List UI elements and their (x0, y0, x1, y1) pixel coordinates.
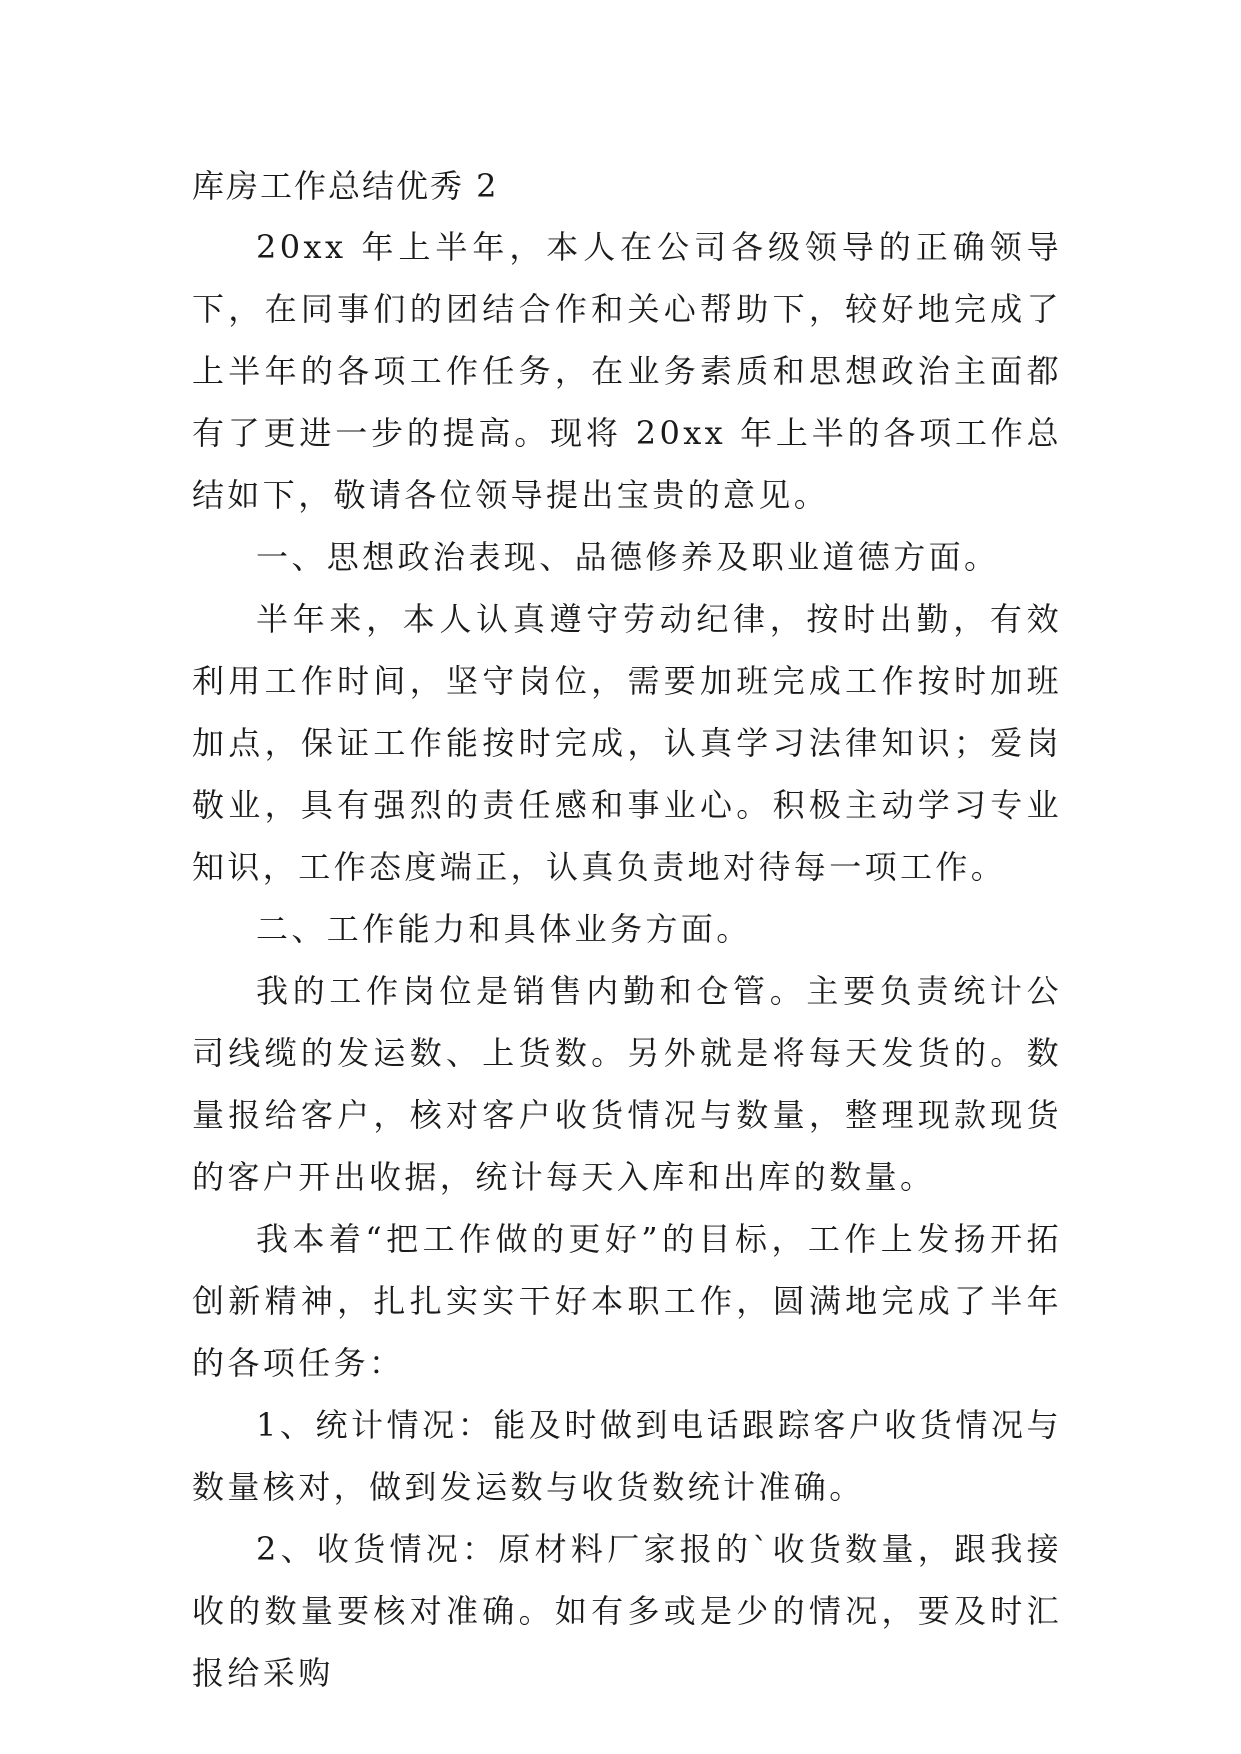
list-item-2: 2、收货情况：原材料厂家报的`收货数量，跟我接收的数量要核对准确。如有多或是少的情况，要及时汇报给采购 (192, 1530, 1062, 1692)
document-title: 库房工作总结优秀 2 (192, 167, 499, 205)
paragraph-section-1: 半年来，本人认真遵守劳动纪律，按时出勤，有效利用工作时间，坚守岗位，需要加班完成工作按时加班加点，保证工作能按时完成，认真学习法律知识；爱岗敬业，具有强烈的责任感和事业心。积极主动学习专业知识，工作态度端正，认真负责地对待每一项工作。 (192, 600, 1062, 886)
paragraph-goals: 我本着“把工作做的更好”的目标，工作上发扬开拓创新精神，扎扎实实干好本职工作，圆满地完成了半年的各项任务： (192, 1220, 1062, 1382)
paragraph-job-duties: 我的工作岗位是销售内勤和仓管。主要负责统计公司线缆的发运数、上货数。另外就是将每天发货的。数量报给客户，核对客户收货情况与数量，整理现款现货的客户开出收据，统计每天入库和出库的数量。 (192, 972, 1062, 1196)
list-item-1: 1、统计情况：能及时做到电话跟踪客户收货情况与数量核对，做到发运数与收货数统计准确。 (192, 1406, 1062, 1506)
section-heading-2: 二、工作能力和具体业务方面。 (256, 910, 752, 948)
section-heading-1: 一、思想政治表现、品德修养及职业道德方面。 (256, 538, 1000, 576)
paragraph-intro: 20xx 年上半年，本人在公司各级领导的正确领导下，在同事们的团结合作和关心帮助下，较好地完成了上半年的各项工作任务，在业务素质和思想政治主面都有了更进一步的提高。现将 20xx 年上半的各项工作总结如下，敬请各位领导提出宝贵的意见。 (192, 228, 1062, 514)
document-page (192, 156, 1062, 1704)
